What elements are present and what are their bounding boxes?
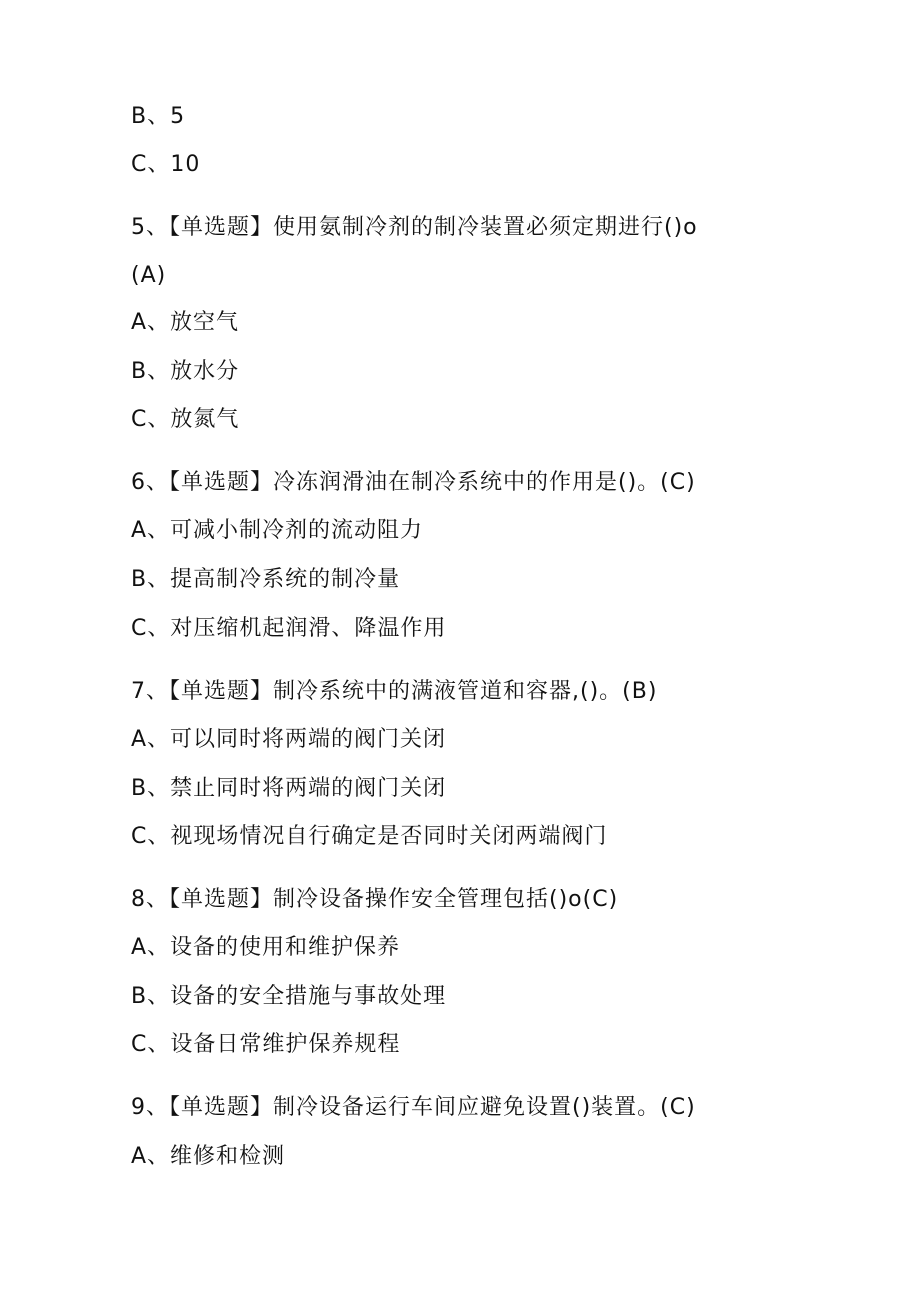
option-line: A、设备的使用和维护保养: [131, 935, 401, 960]
option-line: C、对压缩机起润滑、降温作用: [131, 616, 447, 641]
question-stem: 5、【单选题】使用氨制冷剂的制冷装置必须定期进行()o: [131, 215, 698, 240]
question-stem: 7、【单选题】制冷系统中的满液管道和容器,()。(B): [131, 679, 658, 704]
question-stem: 9、【单选题】制冷设备运行车间应避免设置()装置。(C): [131, 1095, 696, 1120]
option-line: B、5: [131, 104, 186, 129]
option-line: B、提高制冷系统的制冷量: [131, 567, 401, 592]
question-stem: 8、【单选题】制冷设备操作安全管理包括()o(C): [131, 887, 619, 912]
answer-line: (A): [131, 263, 167, 288]
option-line: A、放空气: [131, 310, 240, 335]
option-line: C、放氮气: [131, 407, 240, 432]
option-line: A、可减小制冷剂的流动阻力: [131, 518, 424, 543]
option-line: A、维修和检测: [131, 1144, 286, 1169]
option-line: A、可以同时将两端的阀门关闭: [131, 727, 447, 752]
option-line: C、设备日常维护保养规程: [131, 1032, 401, 1057]
option-line: B、设备的安全措施与事故处理: [131, 984, 447, 1009]
option-line: C、10: [131, 152, 201, 177]
option-line: B、禁止同时将两端的阀门关闭: [131, 776, 447, 801]
question-stem: 6、【单选题】冷冻润滑油在制冷系统中的作用是()。(C): [131, 470, 696, 495]
option-line: B、放水分: [131, 359, 240, 384]
option-line: C、视现场情况自行确定是否同时关闭两端阀门: [131, 824, 608, 849]
